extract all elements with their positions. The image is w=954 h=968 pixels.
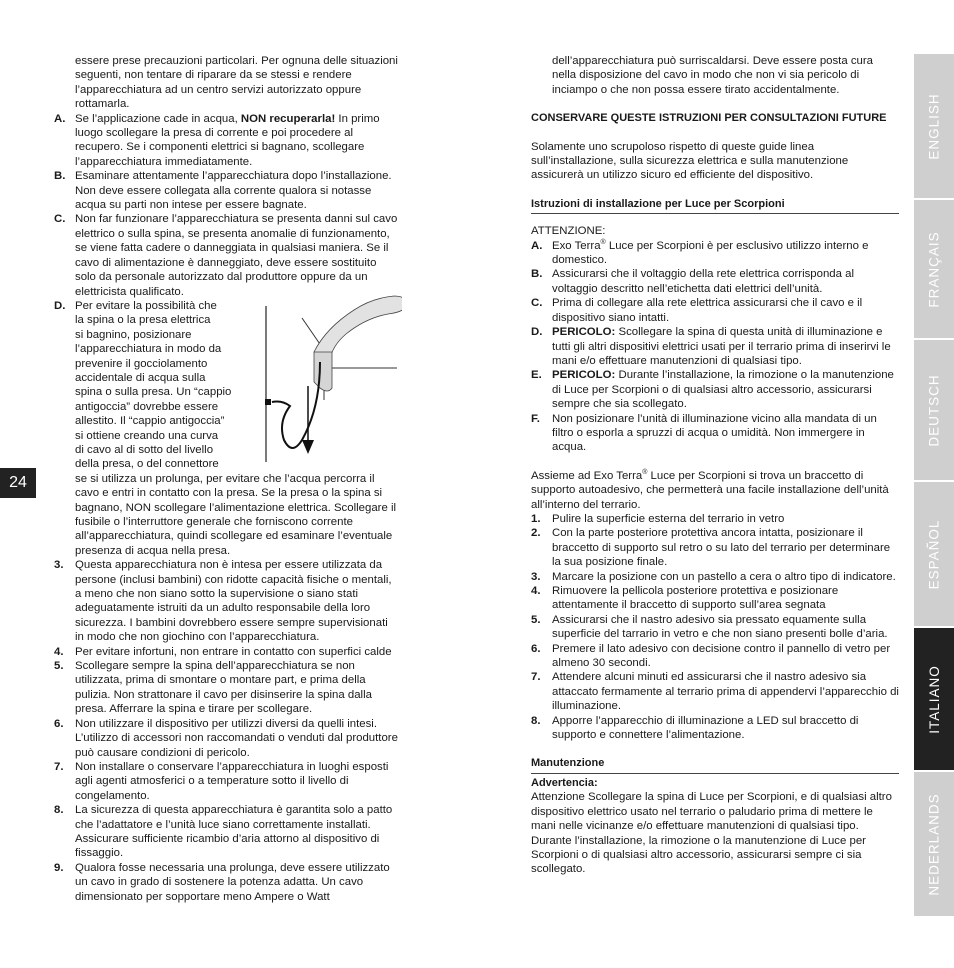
list-item-A: A. Se l’applicazione cade in acqua, NON recuperarla! In primo luogo scollegare la presa di corrente e poi procedere al recupero. Se i componenti elettrici si bagnano, scollegare l’apparecchiatura immediatamente. <box>54 112 380 168</box>
list-item-3: 3. Questa apparecchiatura non è intesa per essere utilizzata da persone (inclusi bambini) con ridotte capacità fisiche o mentali, a meno che non siano sotto la supervisione o siano stati adeguatamente istruiti da un adulto responsabile della loro sicurezza. I bambini dovrebbero essere sempre supervisionati in modo che non giochino con l’apparecchiatura. <box>54 559 392 644</box>
D-line: di cavo al di sotto del livello <box>75 443 214 456</box>
D-line: si bagnino, posizionare <box>75 328 192 341</box>
list-item-8: 8. La sicurezza di questa apparecchiatura è garantita solo a patto che l’adattatore e l’unità luce siano correttamente installati. Assicurare sufficiente ricambio d’aria attorno al dispositivo di fissaggio. <box>54 804 393 860</box>
list-item-C: C. Non far funzionare l’apparecchiatura se presenta danni sul cavo elettrico o sulla spina, se presenta anomalie di funzionamento, se viene fatta cadere o danneggiata in qualsiasi maniera. Se il cavo di alimentazione è danneggiato, deve essere sostituito solo da personale autorizzato dal produttore oppure da un elettricista qualificato. <box>54 213 398 298</box>
step-6: 6. Premere il lato adesivo con decisione contro il pannello di vetro per almeno 30 secondi. <box>531 642 891 670</box>
D-line: Per evitare la possibilità che <box>75 299 217 312</box>
tab-francais[interactable]: FRANÇAIS <box>914 200 954 338</box>
list-item-4: 4. Per evitare infortuni, non entrare in contatto con superfici calde <box>54 645 392 658</box>
D-line: l’apparecchiatura in modo da <box>75 343 222 356</box>
D-line: la spina o la presa elettrica <box>75 314 211 327</box>
maintenance-heading: Manutenzione <box>531 756 899 773</box>
tab-deutsch[interactable]: DEUTSCH <box>914 340 954 480</box>
page-number: 24 <box>0 468 36 498</box>
step-3: 3. Marcare la posizione con un pastello a cera o altro tipo di indicatore. <box>531 570 896 583</box>
D-line: accidentale di acqua sulla <box>75 371 206 384</box>
drip-loop-illustration <box>262 290 402 470</box>
step-7: 7. Attendere alcuni minuti ed assicurarsi che il nastro adesivo sia attaccato fermamente al terrario prima di appendervi l’apparecchio di illuminazione. <box>531 671 899 713</box>
D-line: della presa, o del connettore <box>75 458 219 471</box>
list-item-9: 9. Qualora fosse necessaria una prolunga, deve essere utilizzato un cavo in grado di sostenere la potenza adatta. Un cavo dimensionato per sopportare meno Ampere o Watt <box>54 861 390 903</box>
install-item-F: F. Non posizionare l’unità di illuminazione vicino alla mandata di un filtro o esporla a spruzzi di acqua o umidità. Non immergere in acqua. <box>531 412 877 454</box>
D-line: spina o sulla presa. Un “cappio <box>75 386 232 399</box>
step-2: 2. Con la parte posteriore protettiva ancora intatta, posizionare il braccetto di supporto sul retro o su lato del terrario per determinare la sua posizione finale. <box>531 527 891 569</box>
list-item-5: 5. Scollegare sempre la spina dell’apparecchiatura se non utilizzata, prima di smontare o montare part, e prima della pulizia. Non strattonare il cavo per disinserire la spina dalla presa. Afferrare la spina e tirare per scollegare. <box>54 660 372 716</box>
step-8: 8. Apporre l’apparecchio di illuminazione a LED sul braccetto di supporto e connettere l’alimentazione. <box>531 714 859 742</box>
install-item-A: A. Exo Terra® Luce per Scorpioni è per esclusivo utilizzo interno e domestico. <box>531 238 869 267</box>
intro-paragraph: essere prese precauzioni particolari. Per ognuna delle situazioni seguenti, non tentare di riparare da se stessi e rendere l’apparecchiatura ad un centro servizi autorizzato oppure rottamarla. <box>75 55 398 111</box>
D-line: si ottiene creando una curva <box>75 429 219 442</box>
D-line: allestito. Il “cappio antigoccia” <box>75 415 225 428</box>
maintenance-text: Attenzione Scollegare la spina di Luce per Scorpioni, e di qualsiasi altro dispositivo elettrico usato nel terrario o paludario prima di mettere le mani nelle vicinanze e/o effettuare manutenzioni di qualsiasi tipo. Durante l’installazione, la rimozione o la manutenzione di Luce per Scorpioni o di qualsiasi altro accessorio, assicurarsi sempre ci sia scollegato. <box>531 791 892 876</box>
tab-espanol[interactable]: ESPAÑOL <box>914 482 954 626</box>
tab-english[interactable]: ENGLISH <box>914 54 954 198</box>
install-heading: Istruzioni di installazione per Luce per Scorpioni <box>531 197 899 214</box>
list-item-6: 6. Non utilizzare il dispositivo per utilizzi diversi da quelli intesi. L’utilizzo di accessori non raccomandati o venduti dal produttore può causare condizioni di pericolo. <box>54 717 398 759</box>
continued-paragraph: dell’apparecchiatura può surriscaldarsi. Deve essere posta cura nella disposizione del cavo in modo che non vi sia pericolo di inciampo o che non possa essere tirato accidentalmente. <box>552 55 874 96</box>
tab-italiano[interactable]: ITALIANO <box>914 628 954 770</box>
keep-instructions-heading: CONSERVARE QUESTE ISTRUZIONI PER CONSULTAZIONI FUTURE <box>531 112 887 125</box>
install-item-C: C. Prima di collegare alla rete elettrica assicurarsi che il cavo e il dispositivo siano intatti. <box>531 297 863 324</box>
step-5: 5. Assicurarsi che il nastro adesivo sia pressato equamente sulla superficie del tarrario in vetro e che non siano presenti bolle d’aria. <box>531 613 888 641</box>
keep-instructions-text: Solamente uno scrupoloso rispetto di queste guide linea sull’installazione, sulla sicurezza elettrica e sulla manutenzione assicurerà un utilizzo sicuro ed efficiente del dispositivo. <box>531 140 849 182</box>
install-item-D: D. PERICOLO: Scollegare la spina di questa unità di illuminazione e tutti gli altri dispositivi elettrici usati per il terrario prima di inserirvi le mani e/o effettuare manutenzioni di qualsiasi tipo. <box>531 326 891 367</box>
D-line: prevenire il gocciolamento <box>75 357 208 370</box>
D-line: antigoccia” dovrebbe essere <box>75 400 219 413</box>
bracket-paragraph: Assieme ad Exo Terra® Luce per Scorpioni si trova un braccetto di supporto autoadesivo, che permetterà una facile installazione dell’unità all’interno del terrario. <box>531 468 889 511</box>
attention-label: ATTENZIONE: <box>531 225 606 238</box>
tab-nederlands[interactable]: NEDERLANDS <box>914 772 954 916</box>
install-item-E: E. PERICOLO: Durante l’installazione, la rimozione o la manutenzione di Luce per Scorpioni o di qualsiasi altro accessorio, assicurarsi sempre che sia scollegato. <box>531 369 894 411</box>
list-item-7: 7. Non installare o conservare l’apparecchiatura in luoghi esposti agli agenti atmosferici o a temperature sotto il livello di congelamento. <box>54 760 389 802</box>
left-column <box>54 54 398 904</box>
right-column <box>531 54 899 877</box>
warning-label: Advertencia: <box>531 776 598 789</box>
install-item-B: B. Assicurarsi che il voltaggio della rete elettrica corrisponda al voltaggio descritto nell’etichetta dati elettrici dell’unità. <box>531 268 854 295</box>
step-1: 1. Pulire la superficie esterna del terrario in vetro <box>531 512 785 525</box>
step-4: 4. Rimuovere la pellicola posteriore protettiva e posizionare attentamente il braccetto di supporto sull’area segnata <box>531 585 839 612</box>
list-item-B: B. Esaminare attentamente l’apparecchiatura dopo l’installazione. Non deve essere collegata alla corrente qualora si notasse acqua su parti non intese per essere bagnate. <box>54 170 392 212</box>
language-tabs <box>914 54 954 916</box>
list-item-D: D. Per evitare la possibilità che la spina o la presa elettrica si bagnino, posizionare l’apparecchiatura in modo da prevenire il gocciolamento accidentale di acqua sulla spina o sulla presa. Un “cappio antigoccia” dovrebbe essere allestito. Il “cappio antigoccia” si ottiene creando una curva di cavo al di sotto del livello della presa, o del connettore se si utilizza un prolunga, per evitare che l’acqua percorra il cavo e entri in contatto con la presa. Se la presa o la spina si bagnano, NON scollegare l’alimentazione elettrica. Scollegare il fusibile o l’interruttore generale che forniscono corrente all’apparecchiatura, quindi scollegare ed esaminare l’eventuale presenza di acqua nella presa. <box>54 299 397 557</box>
